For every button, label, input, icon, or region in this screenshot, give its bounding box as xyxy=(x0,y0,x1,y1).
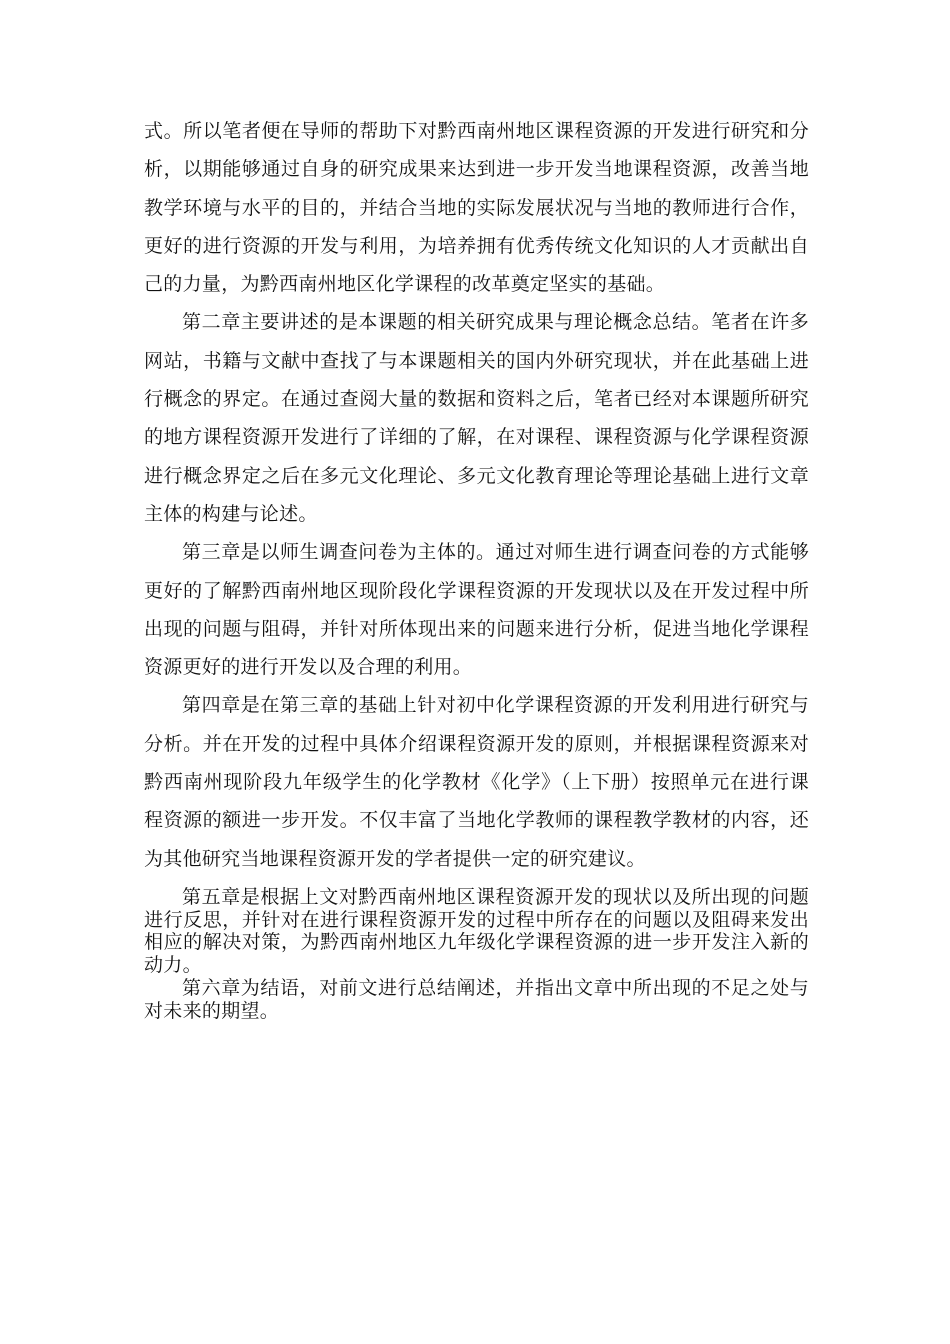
body-text xyxy=(144,112,809,1023)
paragraph-chapter-5: 第五章是根据上文对黔西南州地区课程资源开发的现状以及所出现的问题进行反思，并针对在进行课程资源开发的过程中所存在的问题以及阻碍来发出相应的解决对策，为黔西南州地区九年级化学课程资源的进一步开发注入新的动力。 xyxy=(144,885,809,976)
paragraph-chapter-6: 第六章为结语，对前文进行总结阐述，并指出文章中所出现的不足之处与对未来的期望。 xyxy=(144,977,809,1022)
paragraph-chapter-2: 第二章主要讲述的是本课题的相关研究成果与理论概念总结。笔者在许多网站，书籍与文献中查找了与本课题相关的国内外研究现状，并在此基础上进行概念的界定。在通过查阅大量的数据和资料之后，笔者已经对本课题所研究的地方课程资源开发进行了详细的了解，在对课程、课程资源与化学课程资源进行概念界定之后在多元文化理论、多元文化教育理论等理论基础上进行文章主体的构建与论述。 xyxy=(144,311,809,525)
paragraph-continuation: 式。所以笔者便在导师的帮助下对黔西南州地区课程资源的开发进行研究和分析，以期能够通过自身的研究成果来达到进一步开发当地课程资源，改善当地教学环境与水平的目的，并结合当地的实际发展状况与当地的教师进行合作，更好的进行资源的开发与利用，为培养拥有优秀传统文化知识的人才贡献出自己的力量，为黔西南州地区化学课程的改革奠定坚实的基础。 xyxy=(144,120,809,296)
paragraph-chapter-3: 第三章是以师生调查问卷为主体的。通过对师生进行调查问卷的方式能够更好的了解黔西南州地区现阶段化学课程资源的开发现状以及在开发过程中所出现的问题与阻碍，并针对所体现出来的问题来进行分析，促进当地化学课程资源更好的进行开发以及合理的利用。 xyxy=(144,541,809,679)
paragraph-chapter-4: 第四章是在第三章的基础上针对初中化学课程资源的开发利用进行研究与分析。并在开发的过程中具体介绍课程资源开发的原则，并根据课程资源来对黔西南州现阶段九年级学生的化学教材《化学》（上下册）按照单元在进行课程资源的额进一步开发。不仅丰富了当地化学教师的课程教学教材的内容，还为其他研究当地课程资源开发的学者提供一定的研究建议。 xyxy=(144,694,809,870)
